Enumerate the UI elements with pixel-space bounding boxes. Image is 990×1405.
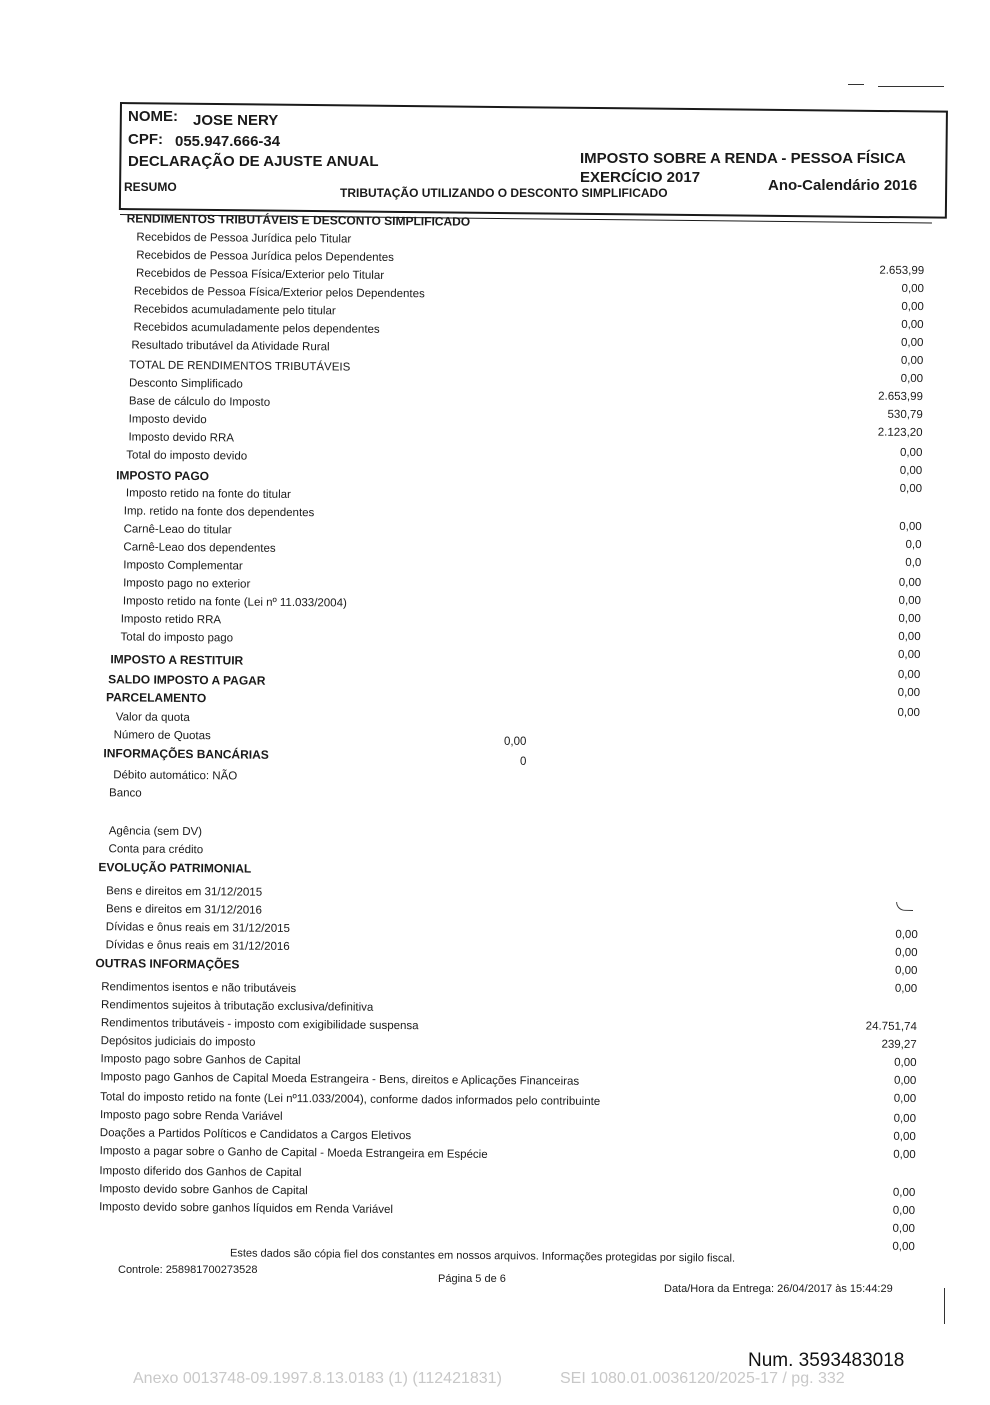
field-label: Bens e direitos em 31/12/2015 — [106, 885, 263, 899]
field-value: 0,00 — [898, 612, 921, 626]
field-label: TOTAL DE RENDIMENTOS TRIBUTÁVEIS — [129, 359, 351, 374]
field-label: Número de Quotas — [113, 729, 211, 743]
field-value: 0,00 — [901, 282, 925, 296]
field-value: 0,00 — [893, 1092, 917, 1106]
field-label: Recebidos de Pessoa Física/Exterior pelo Titular — [136, 267, 385, 282]
field-label: Imposto devido sobre ganhos líquidos em Renda Variável — [99, 1201, 394, 1216]
field-label: Imposto retido na fonte do titular — [125, 487, 291, 501]
field-label: Imposto devido sobre Ganhos de Capital — [99, 1183, 308, 1198]
field-value: 0,0 — [905, 556, 922, 570]
field-value: 0,00 — [901, 300, 924, 314]
nome-label: NOME: — [128, 108, 178, 125]
field-label: Valor da quota — [115, 711, 190, 725]
field-value: 0,00 — [900, 354, 924, 368]
field-value: 0,00 — [895, 946, 918, 960]
field-value: 0,00 — [899, 482, 923, 496]
field-value: 0,00 — [894, 964, 918, 978]
field-value: 0,00 — [893, 1130, 916, 1144]
sei-reference: SEI 1080.01.0036120/2025-17 / pg. 332 — [560, 1370, 845, 1387]
check-mark — [896, 902, 913, 911]
field-label: Rendimentos isentos e não tributáveis — [101, 981, 297, 996]
declaracao-title: DECLARAÇÃO DE AJUSTE ANUAL — [128, 153, 379, 170]
field-label: Doações a Partidos Políticos e Candidatos a Cargos Eletivos — [99, 1127, 412, 1143]
field-label: Banco — [109, 787, 142, 800]
field-label: Imposto pago sobre Renda Variável — [99, 1109, 283, 1123]
field-value: 0,00 — [895, 928, 918, 942]
field-value: 530,79 — [887, 408, 923, 422]
section-heading: SALDO IMPOSTO A PAGAR — [108, 672, 266, 688]
field-value: 239,27 — [881, 1038, 917, 1052]
field-value: 0,00 — [900, 372, 924, 386]
field-label: Agência (sem DV) — [108, 825, 203, 839]
field-value: 0,00 — [898, 630, 921, 644]
field-label: Imposto devido — [128, 413, 207, 427]
field-value: 0,00 — [893, 1074, 917, 1088]
field-value: 0,00 — [897, 706, 920, 720]
exercicio-title: EXERCÍCIO 2017 — [580, 169, 701, 186]
field-value: 0,00 — [899, 446, 923, 460]
field-label: Recebidos de Pessoa Física/Exterior pelos Dependentes — [133, 285, 425, 301]
section-heading: IMPOSTO PAGO — [116, 468, 210, 484]
field-label: Recebidos acumuladamente pelos dependentes — [133, 321, 380, 336]
field-label: Imposto pago no exterior — [123, 577, 251, 591]
field-label: Desconto Simplificado — [128, 377, 243, 391]
ano-calendario: Ano-Calendário 2016 — [768, 177, 918, 194]
cpf-label: CPF: — [128, 131, 163, 148]
controle: Controle: 258981700273528 — [118, 1264, 258, 1276]
field-label: Total do imposto retido na fonte (Lei nº11.033/2004), conforme dados informados pelo contribuinte — [100, 1091, 601, 1108]
field-value: 0,00 — [898, 576, 922, 590]
field-label: Carnê-Leao do titular — [123, 523, 232, 537]
field-value: 0,00 — [892, 1240, 915, 1254]
field-label: Imp. retido na fonte dos dependentes — [123, 505, 315, 520]
field-label: Imposto retido na fonte (Lei nº 11.033/2004) — [122, 595, 347, 610]
field-value: 0,00 — [894, 982, 918, 996]
field-label: Recebidos de Pessoa Jurídica pelo Titular — [136, 231, 352, 246]
field-label: Imposto devido RRA — [128, 431, 235, 445]
field-label: Bens e direitos em 31/12/2016 — [105, 903, 263, 917]
copia-notice: Estes dados são cópia fiel dos constantes em nossos arquivos. Informações protegidas por sigilo fiscal. — [229, 1247, 736, 1265]
annex-reference: Anexo 0013748-09.1997.8.13.0183 (1) (112421831) — [133, 1370, 502, 1387]
field-label: Imposto Complementar — [123, 559, 243, 573]
section-heading: EVOLUÇÃO PATRIMONIAL — [98, 860, 252, 876]
field-value: 0,00 — [897, 668, 921, 682]
cpf-value: 055.947.666-34 — [175, 133, 281, 150]
field-value: 0,00 — [900, 336, 924, 350]
tributacao-title: TRIBUTAÇÃO UTILIZANDO O DESCONTO SIMPLIFICADO — [340, 186, 668, 200]
field-label: Base de cálculo do Imposto — [128, 395, 271, 409]
section-heading: PARCELAMENTO — [105, 690, 207, 706]
field-value: 0,00 — [897, 686, 921, 700]
field-value: 24.751,74 — [865, 1020, 917, 1034]
field-value: 2.653,99 — [878, 390, 923, 404]
field-label: Imposto diferido dos Ganhos de Capital — [99, 1165, 302, 1180]
field-value: 0,00 — [892, 1222, 915, 1236]
field-value: 0,00 — [892, 1204, 916, 1218]
resumo-label: RESUMO — [124, 180, 177, 194]
field-value: 0,00 — [899, 464, 923, 478]
pagina: Página 5 de 6 — [438, 1273, 506, 1285]
data-hora-entrega: Data/Hora da Entrega: 26/04/2017 às 15:44:29 — [664, 1283, 893, 1295]
field-label: Depósitos judiciais do imposto — [100, 1035, 256, 1049]
scan-mark — [944, 1288, 945, 1324]
field-value: 2.653,99 — [879, 264, 925, 278]
field-value: 0,00 — [901, 318, 924, 332]
section-heading: RENDIMENTOS TRIBUTÁVEIS E DESCONTO SIMPLIFICADO — [126, 211, 471, 229]
section-heading: OUTRAS INFORMAÇÕES — [95, 956, 240, 972]
field-value: 0,00 — [892, 1186, 916, 1200]
field-label: Débito automático: NÃO — [113, 769, 238, 783]
field-label: Dívidas e ônus reais em 31/12/2015 — [105, 921, 290, 935]
field-label: Resultado tributável da Atividade Rural — [131, 339, 330, 354]
field-label: Recebidos acumuladamente pelo titular — [133, 303, 336, 318]
field-label: Rendimentos sujeitos à tributação exclusiva/definitiva — [100, 999, 374, 1014]
field-value: 0,00 — [898, 594, 922, 608]
field-value: 0,0 — [905, 538, 922, 552]
field-label: Dívidas e ônus reais em 31/12/2016 — [105, 939, 290, 953]
document-number: Num. 3593483018 — [748, 1350, 905, 1371]
field-label: Imposto retido RRA — [120, 613, 222, 627]
numero-quotas-value: 0 — [520, 756, 527, 768]
field-value: 0,00 — [894, 1056, 917, 1070]
field-label: Imposto a pagar sobre o Ganho de Capital - Moeda Estrangeira em Espécie — [99, 1145, 488, 1161]
field-label: Total do imposto pago — [120, 631, 234, 645]
section-heading: IMPOSTO A RESTITUIR — [110, 652, 244, 668]
field-label: Conta para crédito — [108, 843, 204, 857]
field-label: Carnê-Leao dos dependentes — [123, 541, 276, 555]
field-value: 0,00 — [893, 1112, 917, 1126]
field-value: 2.123,20 — [877, 426, 923, 440]
section-heading: INFORMAÇÕES BANCÁRIAS — [103, 746, 269, 762]
field-value: 0,00 — [899, 520, 922, 534]
imposto-title: IMPOSTO SOBRE A RENDA - PESSOA FÍSICA — [580, 150, 906, 167]
valor-quota-value: 0,00 — [504, 736, 527, 748]
field-label: Imposto pago sobre Ganhos de Capital — [100, 1053, 301, 1068]
field-label: Recebidos de Pessoa Jurídica pelos Dependentes — [136, 249, 394, 264]
nome-value: JOSE NERY — [193, 112, 279, 129]
field-value: 0,00 — [898, 648, 921, 662]
field-label: Total do imposto devido — [126, 449, 248, 463]
field-value: 0,00 — [893, 1148, 916, 1162]
field-label: Imposto pago Ganhos de Capital Moeda Estrangeira - Bens, direitos e Aplicações Financeiras — [100, 1071, 580, 1088]
field-label: Rendimentos tributáveis - imposto com exigibilidade suspensa — [100, 1017, 419, 1033]
